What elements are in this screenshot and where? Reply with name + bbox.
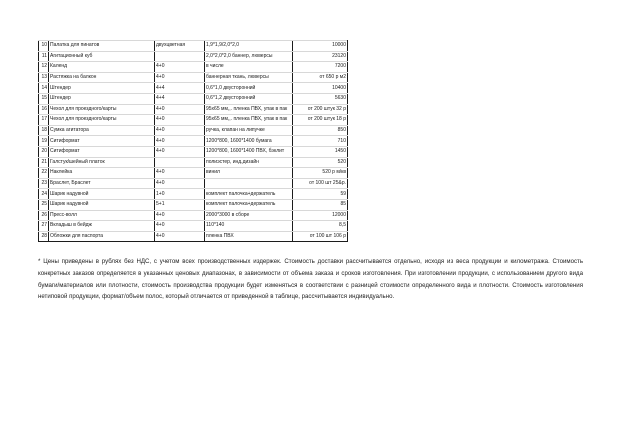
- item-name-cell: Сумка агитатора: [49, 125, 155, 136]
- spec-cell: полиэстер, инд.дизайн: [205, 157, 293, 168]
- row-number-cell: 21: [39, 157, 49, 168]
- color-scheme-cell: 4+4: [155, 93, 205, 104]
- color-scheme-cell: [155, 51, 205, 62]
- spec-cell: винил: [205, 168, 293, 179]
- row-number-cell: 28: [39, 231, 49, 242]
- table-row: [39, 199, 348, 210]
- color-scheme-cell: 4+0: [155, 210, 205, 221]
- item-name-cell: Шарик надувной: [49, 189, 155, 200]
- color-scheme-cell: 4+0: [155, 168, 205, 179]
- spec-cell: 95х65 мм,,. пленка ПВХ, упак в пак: [205, 104, 293, 115]
- price-cell: 7200: [293, 62, 348, 73]
- color-scheme-cell: двухцветная: [155, 41, 205, 52]
- price-cell: от 100 шт 106 р: [293, 231, 348, 242]
- table-row: [39, 104, 348, 115]
- table-row: [39, 125, 348, 136]
- item-name-cell: Штендер: [49, 93, 155, 104]
- spec-cell: 0,6*1,0 двусторонний: [205, 83, 293, 94]
- item-name-cell: Растяжка на балкон: [49, 72, 155, 83]
- price-cell: 23120: [293, 51, 348, 62]
- table-row: [39, 157, 348, 168]
- price-cell: от 650 р м2: [293, 72, 348, 83]
- row-number-cell: 13: [39, 72, 49, 83]
- item-name-cell: Пресс-волл: [49, 210, 155, 221]
- price-cell: 520 р м/кв: [293, 168, 348, 179]
- item-name-cell: Обложки для паспорта: [49, 231, 155, 242]
- item-name-cell: Штендер: [49, 83, 155, 94]
- row-number-cell: 19: [39, 136, 49, 147]
- price-cell: от 200 штук 32 р: [293, 104, 348, 115]
- spec-cell: в числе: [205, 62, 293, 73]
- color-scheme-cell: 5+1: [155, 199, 205, 210]
- color-scheme-cell: 4+0: [155, 136, 205, 147]
- spec-cell: ручка, клапан на липучке: [205, 125, 293, 136]
- row-number-cell: 25: [39, 199, 49, 210]
- price-cell: 12000: [293, 210, 348, 221]
- table-row: [39, 41, 348, 52]
- item-name-cell: Шарик надувной: [49, 199, 155, 210]
- spec-cell: пленка ПВХ: [205, 231, 293, 242]
- spec-cell: 1200*800, 1600*1400 ПВХ, бэклит: [205, 146, 293, 157]
- price-table: [38, 40, 348, 242]
- table-row: [39, 115, 348, 126]
- table-row: [39, 168, 348, 179]
- spec-cell: 0,6*1,2 двусторонний: [205, 93, 293, 104]
- price-cell: 8,5: [293, 221, 348, 232]
- spec-cell: 2000*3000 в сборе: [205, 210, 293, 221]
- row-number-cell: 22: [39, 168, 49, 179]
- table-row: [39, 146, 348, 157]
- price-cell: от 100 шт 25&р.: [293, 178, 348, 189]
- table-row: [39, 136, 348, 147]
- row-number-cell: 18: [39, 125, 49, 136]
- color-scheme-cell: 4+0: [155, 221, 205, 232]
- item-name-cell: Палатка для пинатов: [49, 41, 155, 52]
- row-number-cell: 14: [39, 83, 49, 94]
- table-row: [39, 93, 348, 104]
- color-scheme-cell: 4+0: [155, 115, 205, 126]
- table-row: [39, 72, 348, 83]
- table-row: [39, 189, 348, 200]
- table-row: [39, 178, 348, 189]
- spec-cell: 1200*800, 1600*1400 бумага: [205, 136, 293, 147]
- item-name-cell: Галстук/шейный платок: [49, 157, 155, 168]
- row-number-cell: 23: [39, 178, 49, 189]
- item-name-cell: Чехол для проездного/карты: [49, 115, 155, 126]
- price-cell: 10000: [293, 41, 348, 52]
- color-scheme-cell: [155, 157, 205, 168]
- color-scheme-cell: 4+0: [155, 231, 205, 242]
- price-cell: 5630: [293, 93, 348, 104]
- price-cell: 520: [293, 157, 348, 168]
- row-number-cell: 15: [39, 93, 49, 104]
- table-row: [39, 83, 348, 94]
- table-row: [39, 231, 348, 242]
- table-row: [39, 221, 348, 232]
- color-scheme-cell: 4+0: [155, 72, 205, 83]
- price-cell: от 200 штук 18 р: [293, 115, 348, 126]
- row-number-cell: 27: [39, 221, 49, 232]
- row-number-cell: 20: [39, 146, 49, 157]
- row-number-cell: 12: [39, 62, 49, 73]
- price-cell: 1450: [293, 146, 348, 157]
- table-row: [39, 62, 348, 73]
- item-name-cell: Ситиформат: [49, 136, 155, 147]
- item-name-cell: Календ: [49, 62, 155, 73]
- color-scheme-cell: 4+0: [155, 104, 205, 115]
- spec-cell: [205, 178, 293, 189]
- spec-cell: комплект палочка+держатель: [205, 199, 293, 210]
- footnote: * Цены приведены в рублях без НДС, с учетом всех производственных издержек. Стоимость доставки рассчитывается отдельно, исходя из веса продукции и километража. Стоимость конкретных заказов определяется в указанных ценовых диапазонах, в зависимости от объема заказа и сроков изготовления. При изготовлении продукции, с использованием другого вида бумаги/материалов или плотности, стоимость производства продукции будет изменяться в соответствии с разницей стоимости определенного вида и плотности. Стоимость изготовления нетиповой продукции, формат/объем полос, который отличается от приведенной в таблице, рассчитывается индивидуально.: [38, 258, 583, 301]
- spec-cell: баннерная ткань, люверсы: [205, 72, 293, 83]
- item-name-cell: Ситиформат: [49, 146, 155, 157]
- color-scheme-cell: 4+0: [155, 146, 205, 157]
- color-scheme-cell: 1+0: [155, 189, 205, 200]
- color-scheme-cell: 4+4: [155, 83, 205, 94]
- price-cell: 59: [293, 189, 348, 200]
- table-row: [39, 210, 348, 221]
- price-cell: 710: [293, 136, 348, 147]
- color-scheme-cell: 4+0: [155, 62, 205, 73]
- table-row: [39, 51, 348, 62]
- spec-cell: комплект палочка+держатель: [205, 189, 293, 200]
- row-number-cell: 11: [39, 51, 49, 62]
- row-number-cell: 26: [39, 210, 49, 221]
- price-cell: 850: [293, 125, 348, 136]
- row-number-cell: 16: [39, 104, 49, 115]
- spec-cell: 2,0*2,0*2,0 баннер, люверсы: [205, 51, 293, 62]
- price-cell: 10400: [293, 83, 348, 94]
- spec-cell: 95х65 мм,,. пленка ПВХ, упак в пак: [205, 115, 293, 126]
- item-name-cell: Браслет, Браслет: [49, 178, 155, 189]
- item-name-cell: Агитационный куб: [49, 51, 155, 62]
- item-name-cell: Чехол для проездного/карты: [49, 104, 155, 115]
- item-name-cell: Наклейка: [49, 168, 155, 179]
- price-cell: 85: [293, 199, 348, 210]
- spec-cell: 1,9*1,9/2,0*2,0: [205, 41, 293, 52]
- row-number-cell: 24: [39, 189, 49, 200]
- item-name-cell: Вкладыш в бейдж: [49, 221, 155, 232]
- row-number-cell: 10: [39, 41, 49, 52]
- row-number-cell: 17: [39, 115, 49, 126]
- color-scheme-cell: 4+0: [155, 125, 205, 136]
- color-scheme-cell: 4+0: [155, 178, 205, 189]
- spec-cell: 110*140: [205, 221, 293, 232]
